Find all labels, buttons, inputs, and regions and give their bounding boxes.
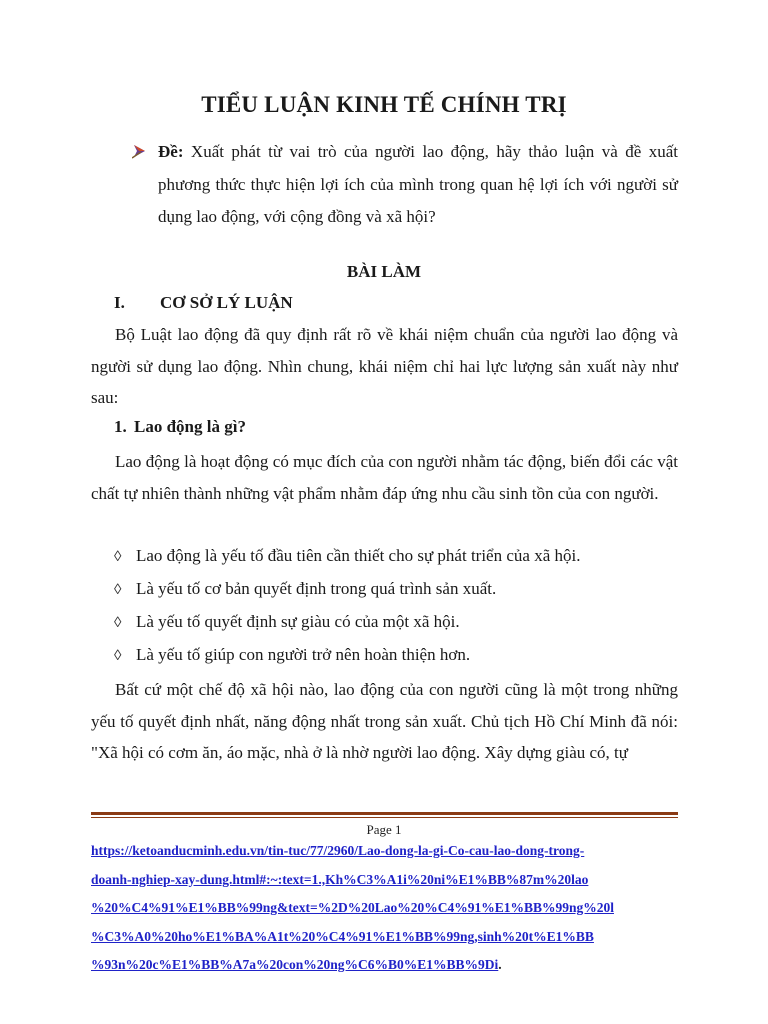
- list-item: [114, 609, 580, 642]
- subheading-number: 1.: [114, 417, 127, 436]
- arrow-bullet-icon: [132, 143, 148, 159]
- paragraph-intro: Bộ Luật lao động đã quy định rất rõ về khái niệm chuẩn của người lao động và người sử dụng lao động. Nhìn chung, khái niệm chỉ hai lực lượng sản xuất này như sau:: [91, 325, 678, 407]
- page-number: Page 1: [366, 822, 402, 837]
- footnote-reference: [91, 837, 681, 980]
- topic-block: [132, 136, 678, 234]
- diamond-bullet-icon: ◊: [114, 648, 122, 664]
- list-item-text: Là yếu tố cơ bản quyết định trong quá trình sản xuất.: [136, 579, 497, 598]
- footer-divider-thin: [91, 817, 678, 818]
- topic-lead: Đề:: [158, 142, 184, 161]
- list-item: [114, 642, 580, 675]
- list-item-text: Là yếu tố quyết định sự giàu có của một xã hội.: [136, 612, 460, 631]
- part-one-number: I.: [114, 293, 125, 312]
- part-one-title: CƠ SỞ LÝ LUẬN: [160, 293, 293, 312]
- footnote-link-line[interactable]: %C3%A0%20ho%E1%BA%A1t%20%C4%91%E1%BB%99ng,sinh%20t%E1%BB: [91, 928, 594, 944]
- paragraph-definition: Lao động là hoạt động có mục đích của con người nhằm tác động, biến đổi các vật chất tự nhiên thành những vật phẩm nhằm đáp ứng nhu cầu sinh tồn của con người.: [91, 452, 678, 503]
- list-item-text: Là yếu tố giúp con người trở nên hoàn thiện hơn.: [136, 645, 471, 664]
- topic-text: [132, 136, 678, 234]
- diamond-list: [114, 543, 580, 675]
- subheading-labor: [114, 417, 246, 437]
- paragraph-quote: Bất cứ một chế độ xã hội nào, lao động của con người cũng là một trong những yếu tố quyết định nhất, năng động nhất trong sản xuất. Chủ tịch Hồ Chí Minh đã nói: "Xã hội có cơm ăn, áo mặc, nhà ở là nhờ người lao động. Xây dựng giàu có, tự: [91, 680, 678, 762]
- diamond-bullet-icon: ◊: [114, 582, 122, 598]
- part-one-heading: [114, 293, 293, 313]
- footnote-link-line[interactable]: doanh-nghiep-xay-dung.html#:~:text=1.,Kh%C3%A1i%20ni%E1%BB%87m%20lao: [91, 871, 589, 887]
- list-item-text: Lao động là yếu tố đầu tiên cần thiết cho sự phát triển của xã hội.: [136, 546, 581, 565]
- footnote-link-line[interactable]: https://ketoanducminh.edu.vn/tin-tuc/77/2960/Lao-dong-la-gi-Co-cau-lao-dong-trong-: [91, 843, 585, 858]
- diamond-bullet-icon: ◊: [114, 615, 122, 631]
- diamond-bullet-icon: ◊: [114, 549, 122, 565]
- list-item: [114, 576, 580, 609]
- section-heading: BÀI LÀM: [346, 262, 422, 281]
- topic-body: Xuất phát từ vai trò của người lao động, hãy thảo luận và đề xuất phương thức thực hiện lợi ích của mình trong quan hệ lợi ích với người sử dụng lao động, với cộng đồng và xã hội?: [158, 142, 678, 226]
- subheading-title: Lao động là gì?: [134, 417, 246, 436]
- footnote-period: .: [498, 957, 502, 972]
- footer-divider: [91, 812, 678, 818]
- footnote-link-line[interactable]: %93n%20c%E1%BB%A7a%20con%20ng%C6%B0%E1%BB%9Di: [91, 957, 499, 972]
- list-item: [114, 543, 580, 576]
- footer-divider-thick: [91, 812, 678, 815]
- document-title: TIỂU LUẬN KINH TẾ CHÍNH TRỊ: [201, 92, 567, 117]
- footnote-link-line[interactable]: %20%C4%91%E1%BB%99ng&text=%2D%20Lao%20%C4%91%E1%BB%99ng%20l: [91, 900, 614, 915]
